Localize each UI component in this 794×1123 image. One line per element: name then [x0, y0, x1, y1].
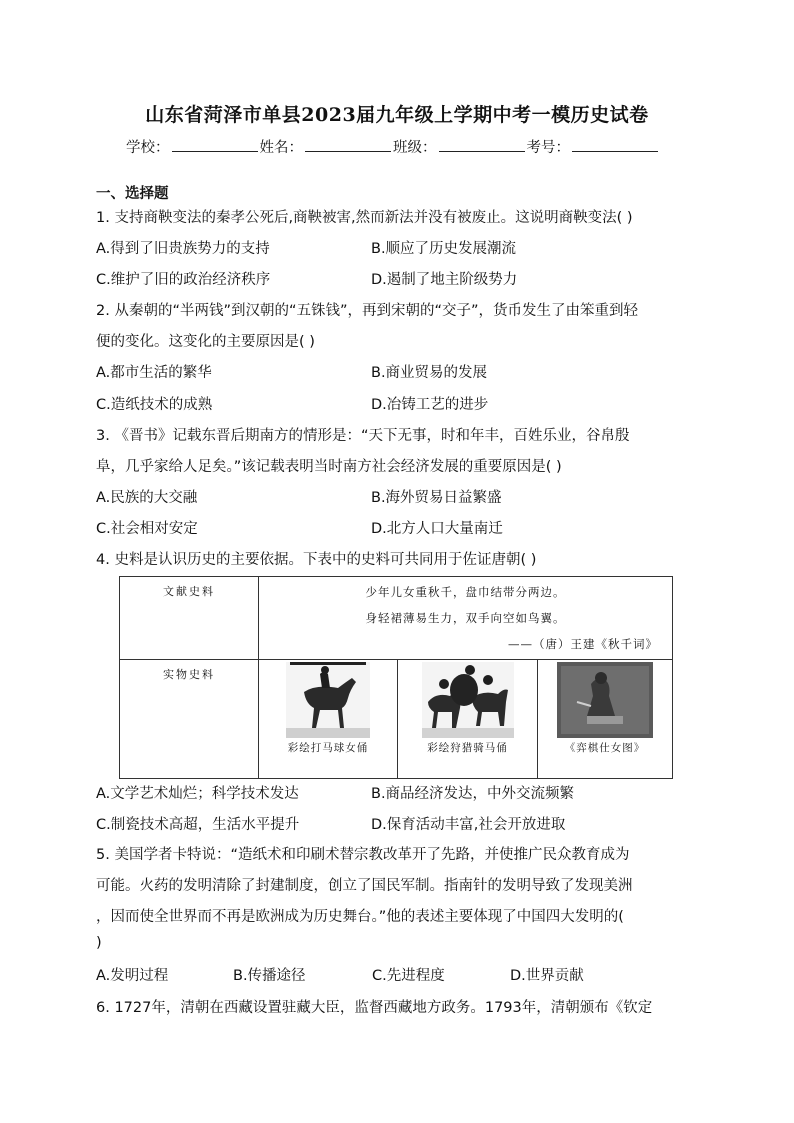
- poem-line-1: 少年儿女重秋千，盘巾结带分两边。: [365, 585, 566, 599]
- polo-figurine-cell: [259, 660, 398, 779]
- question-5-text-line3: ，因而使全世界而不再是欧洲成为历史舞台。”他的表述主要体现了中国四大发明的(: [96, 909, 624, 925]
- historical-sources-table: [119, 576, 673, 779]
- option-b[interactable]: B.顺应了历史发展潮流: [371, 241, 517, 257]
- document-source-label: 文献史料: [120, 577, 259, 660]
- question-5-text-line2: 可能。火药的发明清除了封建制度，创立了国民军制。指南针的发明导致了发现美洲: [96, 878, 633, 894]
- class-label: 班级：: [393, 140, 437, 156]
- option-d[interactable]: D.世界贡献: [510, 968, 584, 984]
- hunting-figurine-caption: 彩绘狩猎骑马俑: [427, 742, 508, 754]
- option-a[interactable]: A.得到了旧贵族势力的支持: [96, 241, 270, 257]
- option-a[interactable]: A.民族的大交融: [96, 490, 198, 506]
- poem-cell: [259, 577, 673, 660]
- poem-line-2: 身轻裙薄易生力，双手向空如鸟翼。: [365, 611, 566, 625]
- question-2-text-line1: 2. 从秦朝的“半两钱”到汉朝的“五铢钱”，再到宋朝的“交子”，货币发生了由笨重到轻: [96, 303, 639, 319]
- option-a[interactable]: A.都市生活的繁华: [96, 365, 212, 381]
- physical-source-label: 实物史料: [120, 660, 259, 779]
- name-label: 姓名：: [259, 140, 303, 156]
- question-5-text-line1: 5. 美国学者卡特说：“造纸术和印刷术替宗教改革开了先路，并使推广民众教育成为: [96, 847, 630, 863]
- question-4-text: 4. 史料是认识历史的主要依据。下表中的史料可共同用于佐证唐朝( ): [96, 552, 537, 568]
- student-info-line: [126, 136, 660, 157]
- option-b[interactable]: B.传播途径: [233, 968, 306, 984]
- option-c[interactable]: C.社会相对安定: [96, 521, 198, 537]
- question-3-text-line1: 3. 《晋书》记载东晋后期南方的情形是：“天下无事，时和年丰，百姓乐业，谷帛殷: [96, 428, 630, 444]
- option-b[interactable]: B.商品经济发达，中外交流频繁: [371, 786, 575, 802]
- poem-attribution: ——（唐）王建《秋千词》: [508, 637, 658, 651]
- option-a[interactable]: A.文学艺术灿烂；科学技术发达: [96, 786, 299, 802]
- option-b[interactable]: B.商业贸易的发展: [371, 365, 488, 381]
- option-a[interactable]: A.发明过程: [96, 968, 169, 984]
- option-c[interactable]: C.造纸技术的成熟: [96, 397, 213, 413]
- option-d[interactable]: D.北方人口大量南迁: [371, 521, 503, 537]
- option-c[interactable]: C.先进程度: [372, 968, 445, 984]
- question-3-text-line2: 阜，几乎家给人足矣。”该记载表明当时南方社会经济发展的重要原因是( ): [96, 459, 562, 475]
- page-title: 山东省菏泽市单县2023届九年级上学期中考一模历史试卷: [145, 104, 649, 126]
- hunting-figurine-image: [422, 662, 514, 738]
- question-5-text-line4: ): [96, 935, 102, 951]
- section-heading: 一、选择题: [96, 186, 169, 202]
- class-blank[interactable]: [439, 137, 525, 152]
- polo-figurine-image: [286, 662, 370, 738]
- polo-figurine-caption: 彩绘打马球女俑: [287, 742, 369, 754]
- question-1-text: 1. 支持商鞅变法的秦孝公死后,商鞅被害,然而新法并没有被废止。这说明商鞅变法( ): [96, 210, 633, 226]
- exam-no-blank[interactable]: [572, 137, 658, 152]
- painting-caption: 《弈棋仕女图》: [564, 742, 646, 754]
- option-b[interactable]: B.海外贸易日益繁盛: [371, 490, 502, 506]
- school-label: 学校：: [126, 140, 170, 156]
- question-2-text-line2: 便的变化。这变化的主要原因是( ): [96, 334, 315, 350]
- school-blank[interactable]: [172, 137, 258, 152]
- weiqi-painting-image: [557, 662, 653, 738]
- option-c[interactable]: C.维护了旧的政治经济秩序: [96, 272, 271, 288]
- option-d[interactable]: D.冶铸工艺的进步: [371, 397, 489, 413]
- option-d[interactable]: D.遏制了地主阶级势力: [371, 272, 518, 288]
- painting-cell: [538, 660, 673, 779]
- question-6-text-line1: 6. 1727年，清朝在西藏设置驻藏大臣，监督西藏地方政务。1793年，清朝颁布《钦定: [96, 1000, 653, 1016]
- name-blank[interactable]: [305, 137, 391, 152]
- option-c[interactable]: C.制瓷技术高超，生活水平提升: [96, 817, 300, 833]
- option-d[interactable]: D.保育活动丰富,社会开放进取: [371, 817, 566, 833]
- hunting-figurine-cell: [398, 660, 538, 779]
- exam-no-label: 考号：: [526, 140, 570, 156]
